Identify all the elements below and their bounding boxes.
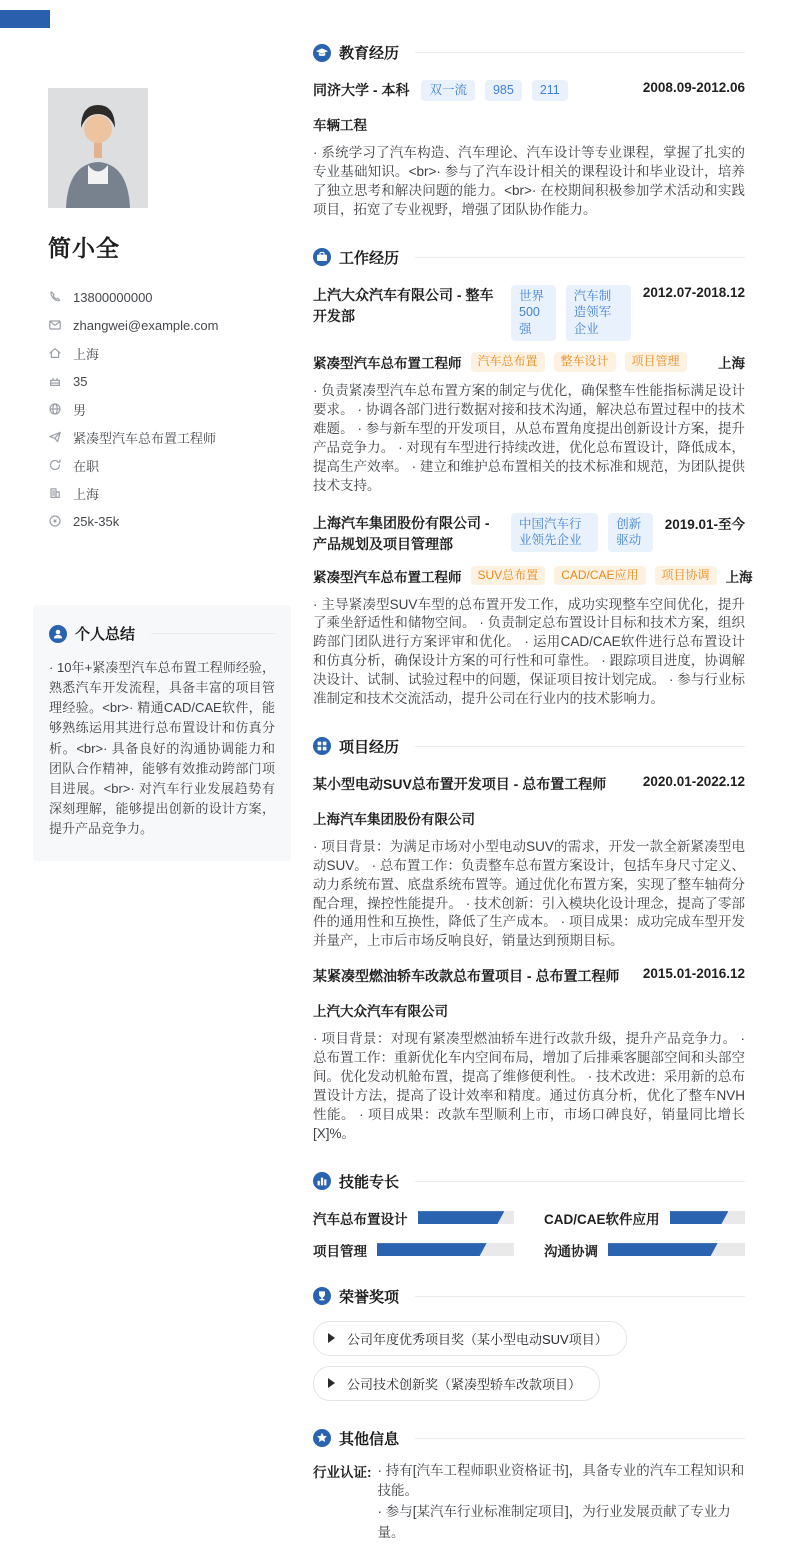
summary-title: 个人总结 bbox=[75, 626, 136, 643]
job-entry-header bbox=[313, 285, 745, 342]
contact-gender bbox=[48, 395, 291, 423]
job-date: 2019.01-至今 bbox=[664, 516, 745, 532]
project-company: 上汽大众汽车有限公司 bbox=[313, 1004, 448, 1020]
candidate-name: 简小全 bbox=[48, 235, 120, 261]
position-skill-tag: 项目协调 bbox=[655, 566, 717, 586]
contact-age bbox=[48, 367, 291, 395]
certification-lines bbox=[378, 1461, 746, 1544]
school-tags bbox=[421, 80, 567, 101]
summary-text: · 10年+紧凑型汽车总布置工程师经验，熟悉汽车开发流程，具备丰富的项目管理经验。<br>· 精通CAD/CAE软件，能够熟练运用其进行总布置设计和仿真分析。<br>· 具备良好的沟通协调能力和团队合作精神，能够有效推动跨部门项目进展。<br>· 对汽车行业发展趋势有深刻理解，能够提出创新的设计方案，提升产品竞争力。 bbox=[49, 660, 275, 837]
age-icon bbox=[48, 374, 62, 388]
skill-row bbox=[313, 1241, 514, 1259]
skill-name: CAD/CAE软件应用 bbox=[544, 1211, 660, 1227]
contact-value: 紧凑型汽车总布置工程师 bbox=[73, 430, 217, 446]
position-skill-tag: 汽车总布置 bbox=[471, 352, 545, 372]
school-tag: 211 bbox=[532, 80, 568, 101]
major: 车辆工程 bbox=[313, 118, 367, 133]
contact-value: 13800000000 bbox=[73, 289, 153, 305]
section-title: 工作经历 bbox=[339, 249, 400, 267]
job-location: 上海 bbox=[725, 569, 753, 585]
contact-email bbox=[48, 311, 291, 339]
projects-header bbox=[313, 736, 745, 757]
position-row bbox=[313, 352, 745, 372]
project-entry-header bbox=[313, 774, 745, 795]
company-name: 上汽大众汽车有限公司 - 整车开发部 bbox=[313, 286, 494, 324]
education-date: 2008.09-2012.06 bbox=[642, 80, 745, 95]
honor-list bbox=[313, 1321, 745, 1401]
school-tag: 985 bbox=[485, 80, 522, 101]
project-company: 上海汽车集团股份有限公司 bbox=[313, 811, 475, 827]
personal-summary-box bbox=[33, 605, 291, 861]
contact-city bbox=[48, 479, 291, 507]
job-location: 上海 bbox=[718, 356, 745, 372]
skill-bar-fill bbox=[418, 1211, 505, 1224]
skill-bar-fill bbox=[377, 1243, 487, 1256]
company-tag: 创新驱动 bbox=[608, 513, 652, 553]
skill-name: 沟通协调 bbox=[544, 1243, 598, 1259]
position-title: 紧凑型汽车总布置工程师 bbox=[313, 569, 462, 585]
person-icon bbox=[49, 625, 67, 643]
contact-job-intention bbox=[48, 423, 291, 451]
company-tag: 世界500强 bbox=[511, 285, 556, 342]
education-header bbox=[313, 42, 745, 63]
skills-header bbox=[313, 1171, 745, 1192]
job-description: · 主导紧凑型SUV车型的总布置开发工作，成功实现整车空间优化，提升了乘坐舒适性和储物空间。 · 负责制定总布置设计目标和技术方案，组织跨部门团队进行方案评审和优化。 · 运用CAD/CAE软件进行总布置设计和仿真分析，确保设计方案的可行性和可靠性。 · 跟踪项目进度，协调解决设计、试制、试验过程中的问题，保证项目按计划完成。 · 参与行业标准制定和技术交流活动，提升公司在行业内的技术影响力。 bbox=[313, 596, 745, 706]
bar-chart-icon bbox=[313, 1172, 331, 1190]
skill-bar-fill bbox=[670, 1211, 729, 1224]
project-date: 2020.01-2022.12 bbox=[642, 773, 745, 789]
job-entry bbox=[313, 285, 745, 496]
gender-icon bbox=[48, 402, 62, 416]
job-date: 2012.07-2018.12 bbox=[642, 284, 745, 300]
project-name: 某紧凑型燃油轿车改款总布置项目 - 总布置工程师 bbox=[313, 968, 620, 985]
section-title: 其他信息 bbox=[339, 1430, 400, 1448]
grid-icon bbox=[313, 737, 331, 755]
contact-value: 35 bbox=[73, 373, 88, 389]
email-icon bbox=[48, 318, 62, 332]
project-entry bbox=[313, 774, 745, 951]
skill-name: 汽车总布置设计 bbox=[313, 1211, 408, 1227]
company-name: 上海汽车集团股份有限公司 - 产品规划及项目管理部 bbox=[313, 514, 490, 552]
job-description: · 负责紧凑型汽车总布置方案的制定与优化，确保整车性能指标满足设计要求。 · 协调各部门进行数据对接和技术沟通，解决总布置过程中的技术难题。 · 参与新车型的开发项目，从总布置角度提出创新设计方案，提升产品竞争力。 · 对现有车型进行持续改进，优化总布置设计，降低成本，提高生产效率。 · 建立和维护总布置相关的技术标准和规范，为团队提供技术支持。 bbox=[313, 383, 745, 493]
contact-salary bbox=[48, 507, 291, 535]
section-divider bbox=[415, 1181, 745, 1182]
skill-row bbox=[544, 1209, 745, 1227]
home-icon bbox=[48, 346, 62, 360]
school-name: 同济大学 - 本科 bbox=[313, 82, 410, 98]
contact-status bbox=[48, 451, 291, 479]
company-tag: 汽车制造领军企业 bbox=[566, 285, 631, 342]
contact-value: 上海 bbox=[73, 346, 100, 362]
skill-name: 项目管理 bbox=[313, 1243, 367, 1259]
paper-plane-icon bbox=[48, 430, 62, 444]
skills-section bbox=[313, 1171, 745, 1259]
position-title: 紧凑型汽车总布置工程师 bbox=[313, 356, 462, 372]
job-entry-header bbox=[313, 513, 745, 555]
company-tag: 中国汽车行业领先企业 bbox=[511, 513, 598, 553]
section-divider bbox=[415, 1296, 745, 1297]
honors-header bbox=[313, 1286, 745, 1307]
company-tags bbox=[511, 285, 631, 342]
work-section bbox=[313, 247, 753, 709]
skill-bar bbox=[418, 1211, 515, 1224]
section-divider bbox=[151, 633, 275, 634]
skill-bar bbox=[608, 1243, 745, 1256]
section-divider bbox=[415, 1438, 745, 1439]
skill-bar bbox=[377, 1243, 514, 1256]
contact-value: 在职 bbox=[73, 458, 100, 474]
contact-value: 男 bbox=[73, 402, 87, 418]
position-skill-tag: 项目管理 bbox=[625, 352, 687, 372]
contact-value: 25k-35k bbox=[73, 513, 120, 529]
certification-label: 行业认证: bbox=[313, 1464, 372, 1480]
star-icon bbox=[313, 1429, 331, 1447]
certification-line: · 参与[某汽车行业标准制定项目]，为行业发展贡献了专业力量。 bbox=[377, 1504, 731, 1541]
job-entry bbox=[313, 513, 753, 709]
summary-header bbox=[49, 623, 275, 644]
project-name: 某小型电动SUV总布置开发项目 - 总布置工程师 bbox=[313, 775, 607, 792]
contact-value: 上海 bbox=[73, 486, 100, 502]
briefcase-icon bbox=[313, 248, 331, 266]
skill-row bbox=[313, 1209, 514, 1227]
certification-row bbox=[313, 1461, 745, 1544]
contact-phone bbox=[48, 283, 291, 311]
main-column bbox=[291, 0, 794, 1544]
section-divider bbox=[415, 746, 745, 747]
play-icon bbox=[328, 1333, 335, 1343]
contact-list bbox=[48, 283, 291, 535]
status-icon bbox=[48, 458, 62, 472]
salary-icon bbox=[48, 514, 62, 528]
building-icon bbox=[48, 486, 62, 500]
project-entry-header bbox=[313, 966, 745, 987]
certification-line: · 持有[汽车工程师职业资格证书]，具备专业的汽车工程知识和技能。 bbox=[377, 1462, 745, 1499]
section-title: 技能专长 bbox=[339, 1173, 400, 1191]
accent-bar bbox=[0, 10, 50, 28]
trophy-icon bbox=[313, 1287, 331, 1305]
position-skill-tag: SUV总布置 bbox=[471, 566, 546, 586]
skill-bar-fill bbox=[608, 1243, 718, 1256]
section-divider bbox=[415, 52, 745, 53]
work-header bbox=[313, 247, 745, 268]
play-icon bbox=[328, 1378, 335, 1388]
projects-section bbox=[313, 736, 745, 1144]
position-row bbox=[313, 566, 753, 586]
phone-icon bbox=[48, 290, 62, 304]
contact-location bbox=[48, 339, 291, 367]
project-entry bbox=[313, 966, 745, 1143]
project-date: 2015.01-2016.12 bbox=[642, 966, 745, 982]
skill-bar bbox=[670, 1211, 745, 1224]
graduation-cap-icon bbox=[313, 44, 331, 62]
company-tags bbox=[511, 513, 653, 553]
section-divider bbox=[415, 257, 745, 258]
section-title: 项目经历 bbox=[339, 738, 400, 756]
education-entry-header bbox=[313, 80, 745, 101]
skill-row bbox=[544, 1241, 745, 1259]
honor-label: 公司年度优秀项目奖（某小型电动SUV项目） bbox=[347, 1331, 608, 1347]
section-title: 荣誉奖项 bbox=[339, 1288, 400, 1306]
position-skill-tag: 整车设计 bbox=[554, 352, 616, 372]
project-description: · 项目背景：对现有紧凑型燃油轿车进行改款升级，提升产品竞争力。 · 总布置工作：重新优化车内空间布局，增加了后排乘客腿部空间和头部空间。优化发动机舱布置，提高了维修便利性。 · 技术改进：采用新的总布置设计方法，提高了设计效率和精度。通过仿真分析，优化了整车NVH性能。 · 项目成果：改款车型顺利上市，市场口碑良好，销量同比增长[X]%。 bbox=[313, 1031, 745, 1141]
honors-section bbox=[313, 1286, 745, 1401]
honor-label: 公司技术创新奖（紧凑型轿车改款项目） bbox=[347, 1376, 582, 1392]
section-title: 教育经历 bbox=[339, 45, 400, 62]
skill-grid bbox=[313, 1209, 745, 1259]
contact-value: zhangwei@example.com bbox=[73, 317, 219, 333]
honor-item[interactable] bbox=[313, 1366, 600, 1401]
project-description: · 项目背景：为满足市场对小型电动SUV的需求，开发一款全新紧凑型电动SUV。 · 总布置工作：负责整车总布置方案设计，包括车身尺寸定义、动力系统布置、底盘系统布置等。通过优化布置方案，实现了整车轴荷分配合理，操控性能提升。 · 技术创新：引入模块化设计理念，提高了零部件的通用性和互换性，降低了生产成本。 · 项目成果：成功完成车型开发并量产，上市后市场反响良好，销量达到预期目标。 bbox=[313, 838, 745, 949]
education-section bbox=[313, 42, 745, 220]
position-skill-tag: CAD/CAE应用 bbox=[554, 566, 645, 586]
profile-photo bbox=[48, 88, 148, 208]
school-tag: 双一流 bbox=[421, 80, 475, 101]
honor-item[interactable] bbox=[313, 1321, 627, 1356]
education-description: · 系统学习了汽车构造、汽车理论、汽车设计等专业课程，掌握了扎实的专业基础知识。<br>· 参与了汽车设计相关的课程设计和毕业设计，培养了独立思考和解决问题的能力。<br>· 在校期间积极参加学术活动和实践项目，拓宽了专业视野，增强了团队协作能力。 bbox=[313, 145, 745, 217]
other-info-header bbox=[313, 1428, 745, 1449]
sidebar bbox=[0, 0, 291, 1544]
other-info-section bbox=[313, 1428, 745, 1544]
